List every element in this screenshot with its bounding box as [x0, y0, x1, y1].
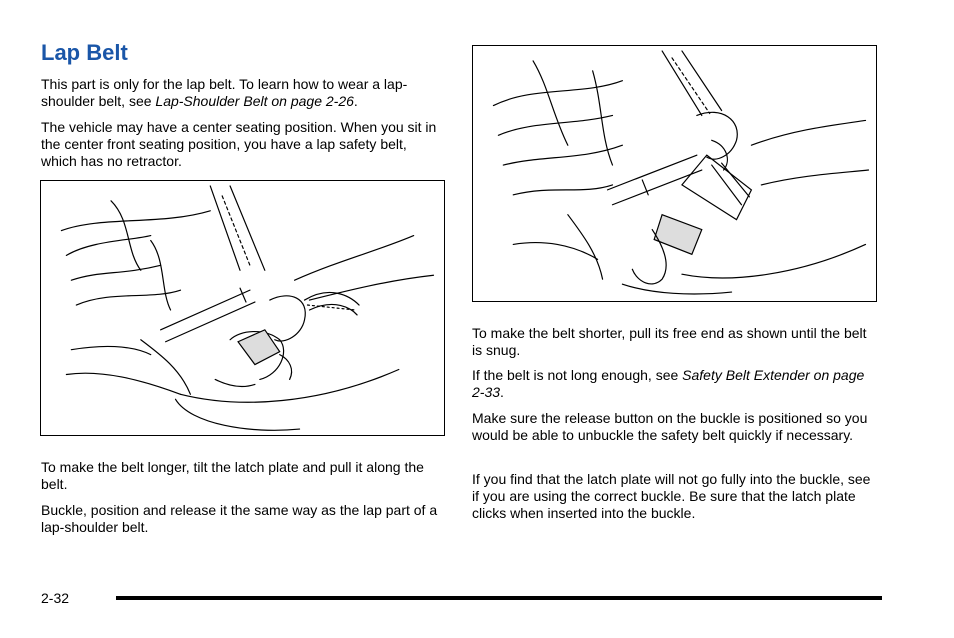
tighten-belt-drawing	[473, 46, 876, 301]
intro-paragraph	[41, 76, 441, 110]
lengthen-paragraph: To make the belt longer, tilt the latch plate and pull it along the belt.	[41, 459, 424, 492]
section-heading: Lap Belt	[41, 40, 128, 65]
shorten-paragraph: To make the belt shorter, pull its free end as shown until the belt is snug.	[472, 325, 867, 358]
lap-belt-drawing	[41, 181, 444, 435]
footer-rule	[116, 596, 882, 600]
page-number: 2-32	[41, 590, 70, 606]
extender-text: If the belt is not long enough, see	[472, 367, 683, 383]
intro-text: This part is only for the lap belt. To learn how to wear a lap-shoulder belt, see	[41, 76, 408, 109]
buckle-paragraph: Buckle, position and release it the same way as the lap part of a lap-shoulder belt.	[41, 502, 438, 535]
intro-end: .	[353, 93, 358, 109]
lap-belt-tighten-illustration	[472, 45, 877, 302]
extender-paragraph	[472, 367, 877, 401]
release-button-paragraph: Make sure the release button on the buckle is positioned so you would be able to unbuckle the safety belt quickly if necessary.	[472, 410, 868, 443]
lap-shoulder-belt-reference: Lap-Shoulder Belt on page 2-26	[155, 93, 354, 109]
latch-plate-paragraph: If you find that the latch plate will not go fully into the buckle, see if you are using the correct buckle. Be sure that the latch plate clicks when inserted into the buckle.	[472, 471, 871, 521]
safety-belt-extender-reference: Safety Belt Extender on page 2-33	[472, 367, 865, 400]
lap-belt-adjust-illustration	[40, 180, 445, 436]
extender-end: .	[500, 384, 504, 400]
center-seat-paragraph: The vehicle may have a center seating position. When you sit in the center front seating position, you have a lap safety belt, which has no retractor.	[41, 119, 437, 169]
